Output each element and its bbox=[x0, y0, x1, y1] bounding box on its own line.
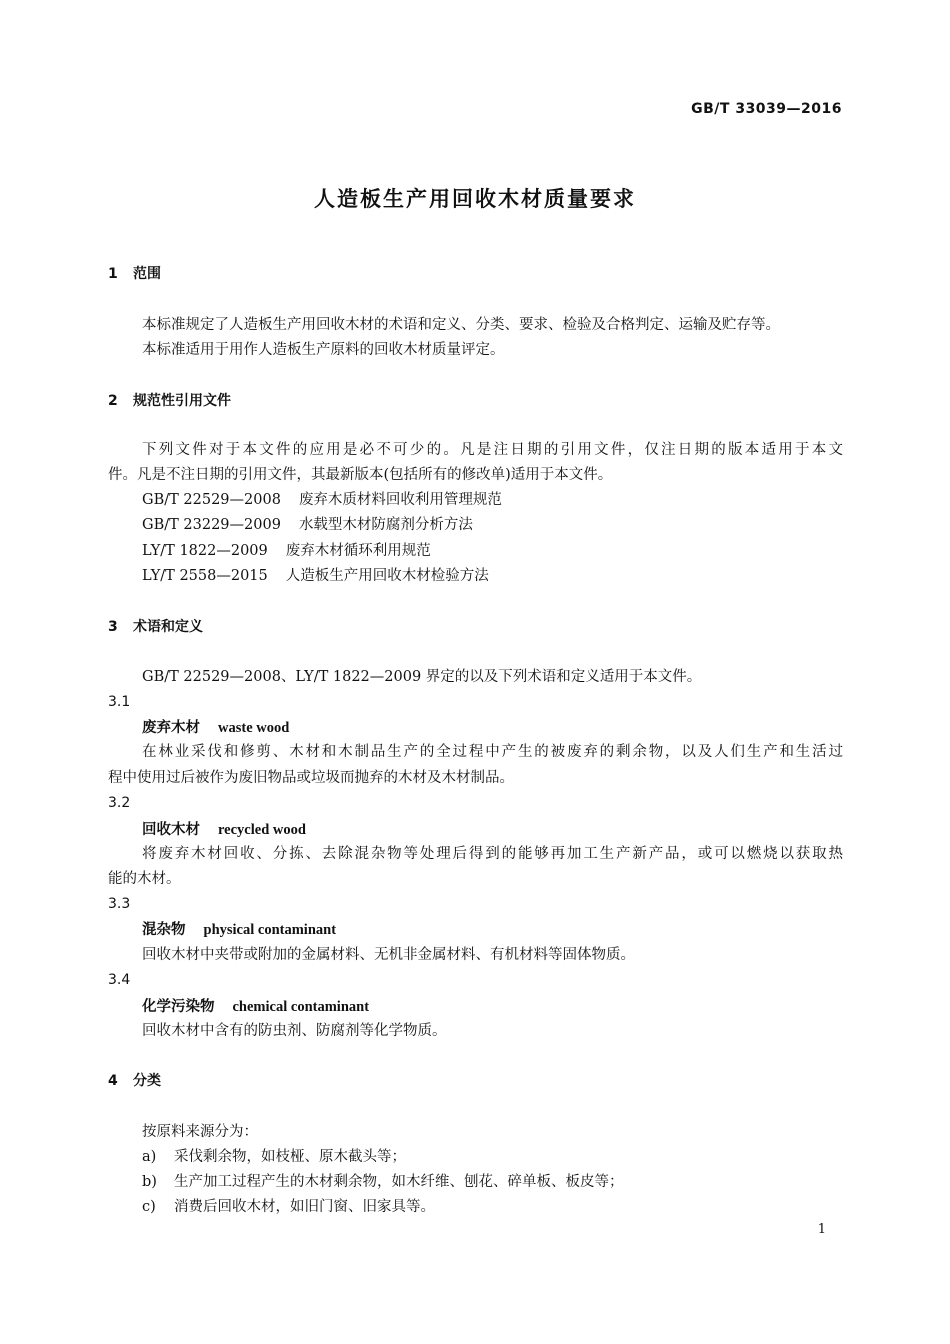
term-heading bbox=[142, 817, 843, 843]
paragraph-continuation: 件。凡是不注日期的引用文件，其最新版本(包括所有的修改单)适用于本文件。 bbox=[108, 467, 613, 483]
reference-code: GB/T 23229—2009 bbox=[142, 517, 281, 533]
list-marker: c) bbox=[142, 1199, 156, 1215]
term-chinese: 回收木材 bbox=[142, 822, 200, 838]
section-title: 范围 bbox=[133, 266, 161, 282]
list-item bbox=[142, 1170, 843, 1195]
paragraph: 本标准规定了人造板生产用回收木材的术语和定义、分类、要求、检验及合格判定、运输及贮存等。 bbox=[142, 317, 780, 333]
term-chinese: 废弃木材 bbox=[142, 720, 200, 736]
paragraph: 本标准适用于用作人造板生产原料的回收木材质量评定。 bbox=[142, 342, 505, 358]
section-title: 分类 bbox=[133, 1073, 161, 1089]
clause-number: 3.2 bbox=[108, 795, 131, 811]
section-heading-normative-references bbox=[108, 389, 843, 414]
list-marker: b) bbox=[142, 1174, 157, 1190]
list-text: 采伐剩余物，如枝桠、原木截头等； bbox=[174, 1149, 406, 1165]
section-heading-terms-and-definitions bbox=[108, 615, 843, 640]
term-english: chemical contaminant bbox=[232, 999, 370, 1015]
paragraph: GB/T 22529—2008、LY/T 1822—2009 界定的以及下列术语和定义适用于本文件。 bbox=[142, 669, 702, 685]
term-definition: 在林业采伐和修剪、木材和木制品生产的全过程中产生的被废弃的剩余物，以及人们生产和生活过 bbox=[142, 744, 843, 760]
document-title: 人造板生产用回收木材质量要求 bbox=[314, 187, 636, 211]
term-definition: 回收木材中含有的防虫剂、防腐剂等化学物质。 bbox=[142, 1023, 447, 1039]
reference-code: LY/T 1822—2009 bbox=[142, 543, 268, 559]
section-heading-scope bbox=[108, 262, 843, 287]
section-heading-classification bbox=[108, 1069, 843, 1094]
clause-number: 3.1 bbox=[108, 694, 131, 710]
list-text: 生产加工过程产生的木材剩余物，如木纤维、刨花、碎单板、板皮等； bbox=[174, 1174, 624, 1190]
term-chinese: 混杂物 bbox=[142, 922, 186, 938]
reference-item bbox=[142, 513, 843, 538]
list-item bbox=[142, 1145, 843, 1170]
section-number: 1 bbox=[108, 266, 118, 282]
section-number: 2 bbox=[108, 393, 118, 409]
reference-code: GB/T 22529—2008 bbox=[142, 492, 281, 508]
section-number: 4 bbox=[108, 1073, 118, 1089]
term-definition: 回收木材中夹带或附加的金属材料、无机非金属材料、有机材料等固体物质。 bbox=[142, 947, 635, 963]
reference-item bbox=[142, 539, 843, 564]
reference-title: 人造板生产用回收木材检验方法 bbox=[285, 568, 489, 584]
list-item bbox=[142, 1195, 843, 1220]
section-title: 规范性引用文件 bbox=[133, 393, 231, 409]
term-chinese: 化学污染物 bbox=[142, 999, 215, 1015]
reference-title: 水载型木材防腐剂分析方法 bbox=[298, 517, 473, 533]
section-number: 3 bbox=[108, 619, 118, 635]
list-text: 消费后回收木材，如旧门窗、旧家具等。 bbox=[174, 1199, 435, 1215]
term-english: waste wood bbox=[218, 720, 290, 736]
clause-number: 3.3 bbox=[108, 896, 131, 912]
term-heading bbox=[142, 994, 843, 1020]
section-title: 术语和定义 bbox=[133, 619, 203, 635]
reference-item bbox=[142, 564, 843, 589]
paragraph: 下列文件对于本文件的应用是必不可少的。凡是注日期的引用文件，仅注日期的版本适用于本文 bbox=[142, 442, 843, 458]
term-heading bbox=[142, 917, 843, 943]
page-number: 1 bbox=[817, 1222, 826, 1237]
reference-item bbox=[142, 488, 843, 513]
term-definition-continuation: 能的木材。 bbox=[108, 871, 181, 887]
list-marker: a) bbox=[142, 1149, 157, 1165]
term-english: recycled wood bbox=[218, 822, 306, 838]
reference-title: 废弃木质材料回收利用管理规范 bbox=[298, 492, 502, 508]
standard-code: GB/T 33039—2016 bbox=[691, 101, 842, 117]
clause-number: 3.4 bbox=[108, 972, 131, 988]
reference-title: 废弃木材循环利用规范 bbox=[285, 543, 431, 559]
term-english: physical contaminant bbox=[203, 922, 337, 938]
term-heading bbox=[142, 715, 843, 741]
paragraph: 按原料来源分为： bbox=[142, 1124, 258, 1140]
reference-code: LY/T 2558—2015 bbox=[142, 568, 268, 584]
term-definition-continuation: 程中使用过后被作为废旧物品或垃圾而抛弃的木材及木材制品。 bbox=[108, 770, 514, 786]
term-definition: 将废弃木材回收、分拣、去除混杂物等处理后得到的能够再加工生产新产品，或可以燃烧以获取热 bbox=[142, 846, 843, 862]
